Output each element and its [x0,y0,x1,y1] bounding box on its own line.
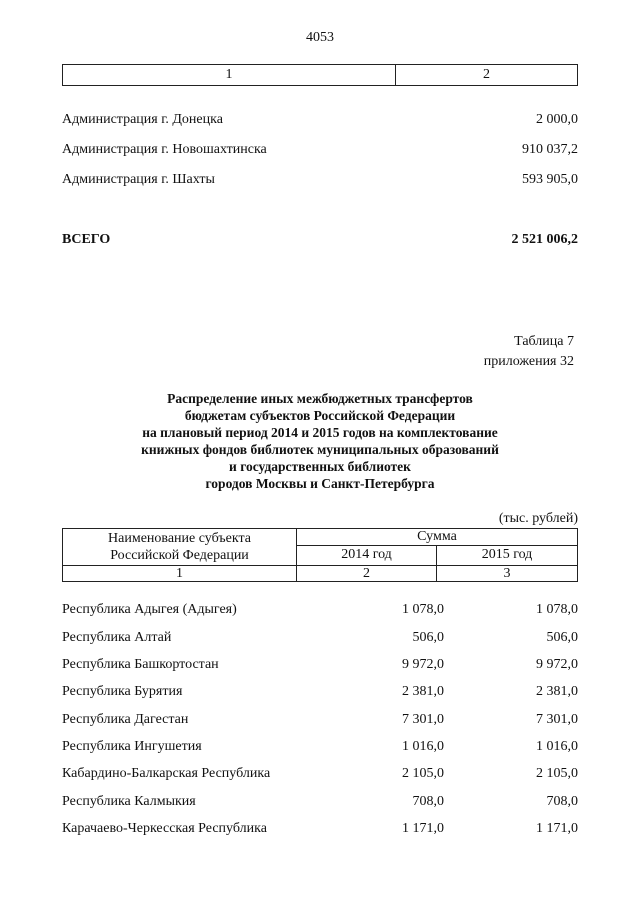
amount-2015: 506,0 [546,630,578,645]
amount-2014: 2 381,0 [402,684,444,699]
header-column-numbers [63,565,577,581]
subject-name: Республика Башкортостан [62,657,219,672]
amount-2015: 7 301,0 [536,712,578,727]
list-item [62,142,578,158]
amount-2014: 708,0 [412,794,444,809]
header-text: Российской Федерации [110,548,249,563]
subject-name: Кабардино-Балкарская Республика [62,766,271,781]
table-row [62,821,578,841]
amount-2015: 9 972,0 [536,657,578,672]
list-item [62,172,578,188]
total-label: ВСЕГО [62,232,111,247]
header-sum: Сумма [297,529,577,546]
amount-2014: 1 171,0 [402,821,444,836]
amount-2014: 9 972,0 [402,657,444,672]
title-line: на плановый период 2014 и 2015 годов на комплектование [142,425,498,440]
title-line: бюджетам субъектов Российской Федерации [184,408,456,423]
header-text: Наименование субъекта [108,531,251,546]
title-line: Распределение иных межбюджетных трансфертов [167,391,473,406]
appendix-reference: приложения 32 [483,354,574,369]
recipient-name: Администрация г. Шахты [62,172,215,187]
table-caption [484,332,574,372]
subject-name: Карачаево-Черкесская Республика [62,821,267,836]
recipient-amount: 593 905,0 [522,172,578,187]
table-row [62,684,578,704]
subject-name: Республика Калмыкия [62,794,196,809]
amount-2014: 506,0 [412,630,444,645]
recipient-name: Администрация г. Донецка [62,112,223,127]
amount-2014: 2 105,0 [402,766,444,781]
subject-name: Республика Алтай [62,630,172,645]
table-row [62,739,578,759]
continuation-table-header [62,64,578,86]
amount-2015: 2 105,0 [536,766,578,781]
amount-2015: 1 016,0 [536,739,578,754]
table-row [62,766,578,786]
recipient-amount: 910 037,2 [522,142,578,157]
title-line: городов Москвы и Санкт-Петербурга [205,476,435,491]
total-amount: 2 521 006,2 [511,232,578,247]
header-year-2014: 2014 год [297,546,437,565]
amount-2015: 708,0 [546,794,578,809]
table-row [62,657,578,677]
subject-name: Республика Ингушетия [62,739,202,754]
total-row [62,232,578,248]
page-number: 4053 [306,30,334,45]
column-number-2: 2 [483,67,490,82]
column-number-1: 1 [63,65,396,85]
table-row [62,712,578,732]
subject-name: Республика Дагестан [62,712,189,727]
table-row [62,602,578,622]
amount-2015: 2 381,0 [536,684,578,699]
amount-2015: 1 078,0 [536,602,578,617]
unit-label: (тыс. рублей) [498,511,578,526]
list-item [62,112,578,128]
column-number-1: 1 [63,566,297,582]
subject-name: Республика Бурятия [62,684,183,699]
recipient-amount: 2 000,0 [536,112,578,127]
title-line: и государственных библиотек [229,459,411,474]
table-header [62,528,578,582]
amount-2014: 1 078,0 [402,602,444,617]
header-subject-name [63,529,297,565]
amount-2014: 7 301,0 [402,712,444,727]
subject-name: Республика Адыгея (Адыгея) [62,602,237,617]
amount-2014: 1 016,0 [402,739,444,754]
amount-2015: 1 171,0 [536,821,578,836]
recipient-name: Администрация г. Новошахтинска [62,142,267,157]
column-number-3: 3 [503,566,511,581]
header-year-2015: 2015 год [481,547,533,562]
table-title [0,390,640,492]
table-row [62,630,578,650]
table-row [62,794,578,814]
table-number: Таблица 7 [514,334,574,349]
column-number-2: 2 [297,566,437,582]
title-line: книжных фондов библиотек муниципальных образований [141,442,499,457]
